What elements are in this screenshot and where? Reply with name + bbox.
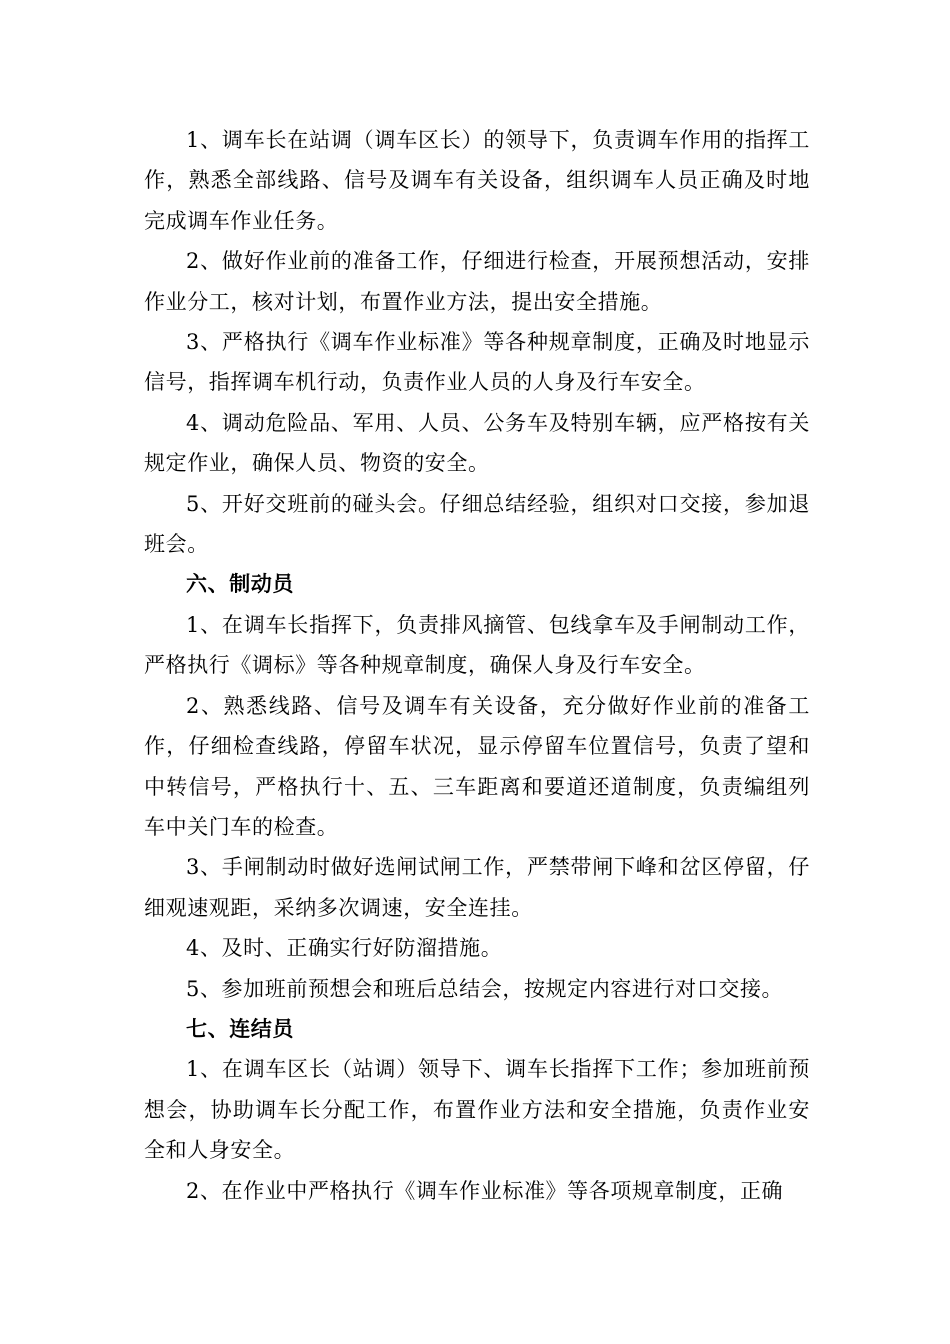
paragraph-6-1: 1、在调车长指挥下，负责排风摘管、包线拿车及手闸制动工作，严格执行《调标》等各种规章制度，确保人身及行车安全。 [144,612,810,678]
paragraph-7-1: 1、在调车区长（站调）领导下、调车长指挥下工作；参加班前预想会，协助调车长分配工作，布置作业方法和安全措施，负责作业安全和人身安全。 [144,1057,810,1163]
paragraph-7-2: 2、在作业中严格执行《调车作业标准》等各项规章制度，正确 [186,1178,784,1203]
document-page [144,120,810,1211]
paragraph-6-3: 3、手闸制动时做好选闸试闸工作，严禁带闸下峰和岔区停留，仔细观速观距，采纳多次调速，安全连挂。 [144,855,810,920]
paragraph-6-2: 2、熟悉线路、信号及调车有关设备，充分做好作业前的准备工作，仔细检查线路，停留车状况，显示停留车位置信号，负责了望和中转信号，严格执行十、五、三车距离和要道还道制度，负责编组列车中关门车的检查。 [144,693,810,839]
paragraph-6-5: 5、参加班前预想会和班后总结会，按规定内容进行对口交接。 [186,976,784,1001]
section-heading-brakeman: 六、制动员 [186,572,294,597]
paragraph-5-4: 4、调动危险品、军用、人员、公务车及特别车辆，应严格按有关规定作业，确保人员、物资的安全。 [144,410,810,476]
paragraph-5-5: 5、开好交班前的碰头会。仔细总结经验，组织对口交接，参加退班会。 [144,491,810,557]
paragraph-5-2: 2、做好作业前的准备工作，仔细进行检查，开展预想活动，安排作业分工，核对计划，布置作业方法，提出安全措施。 [144,249,810,314]
section-heading-coupler: 七、连结员 [186,1016,294,1041]
paragraph-5-1: 1、调车长在站调（调车区长）的领导下，负责调车作用的指挥工作，熟悉全部线路、信号及调车有关设备，组织调车人员正确及时地完成调车作业任务。 [144,128,810,233]
paragraph-6-4: 4、及时、正确实行好防溜措施。 [186,936,503,961]
paragraph-5-3: 3、严格执行《调车作业标准》等各种规章制度，正确及时地显示信号，指挥调车机行动，负责作业人员的人身及行车安全。 [144,330,810,395]
